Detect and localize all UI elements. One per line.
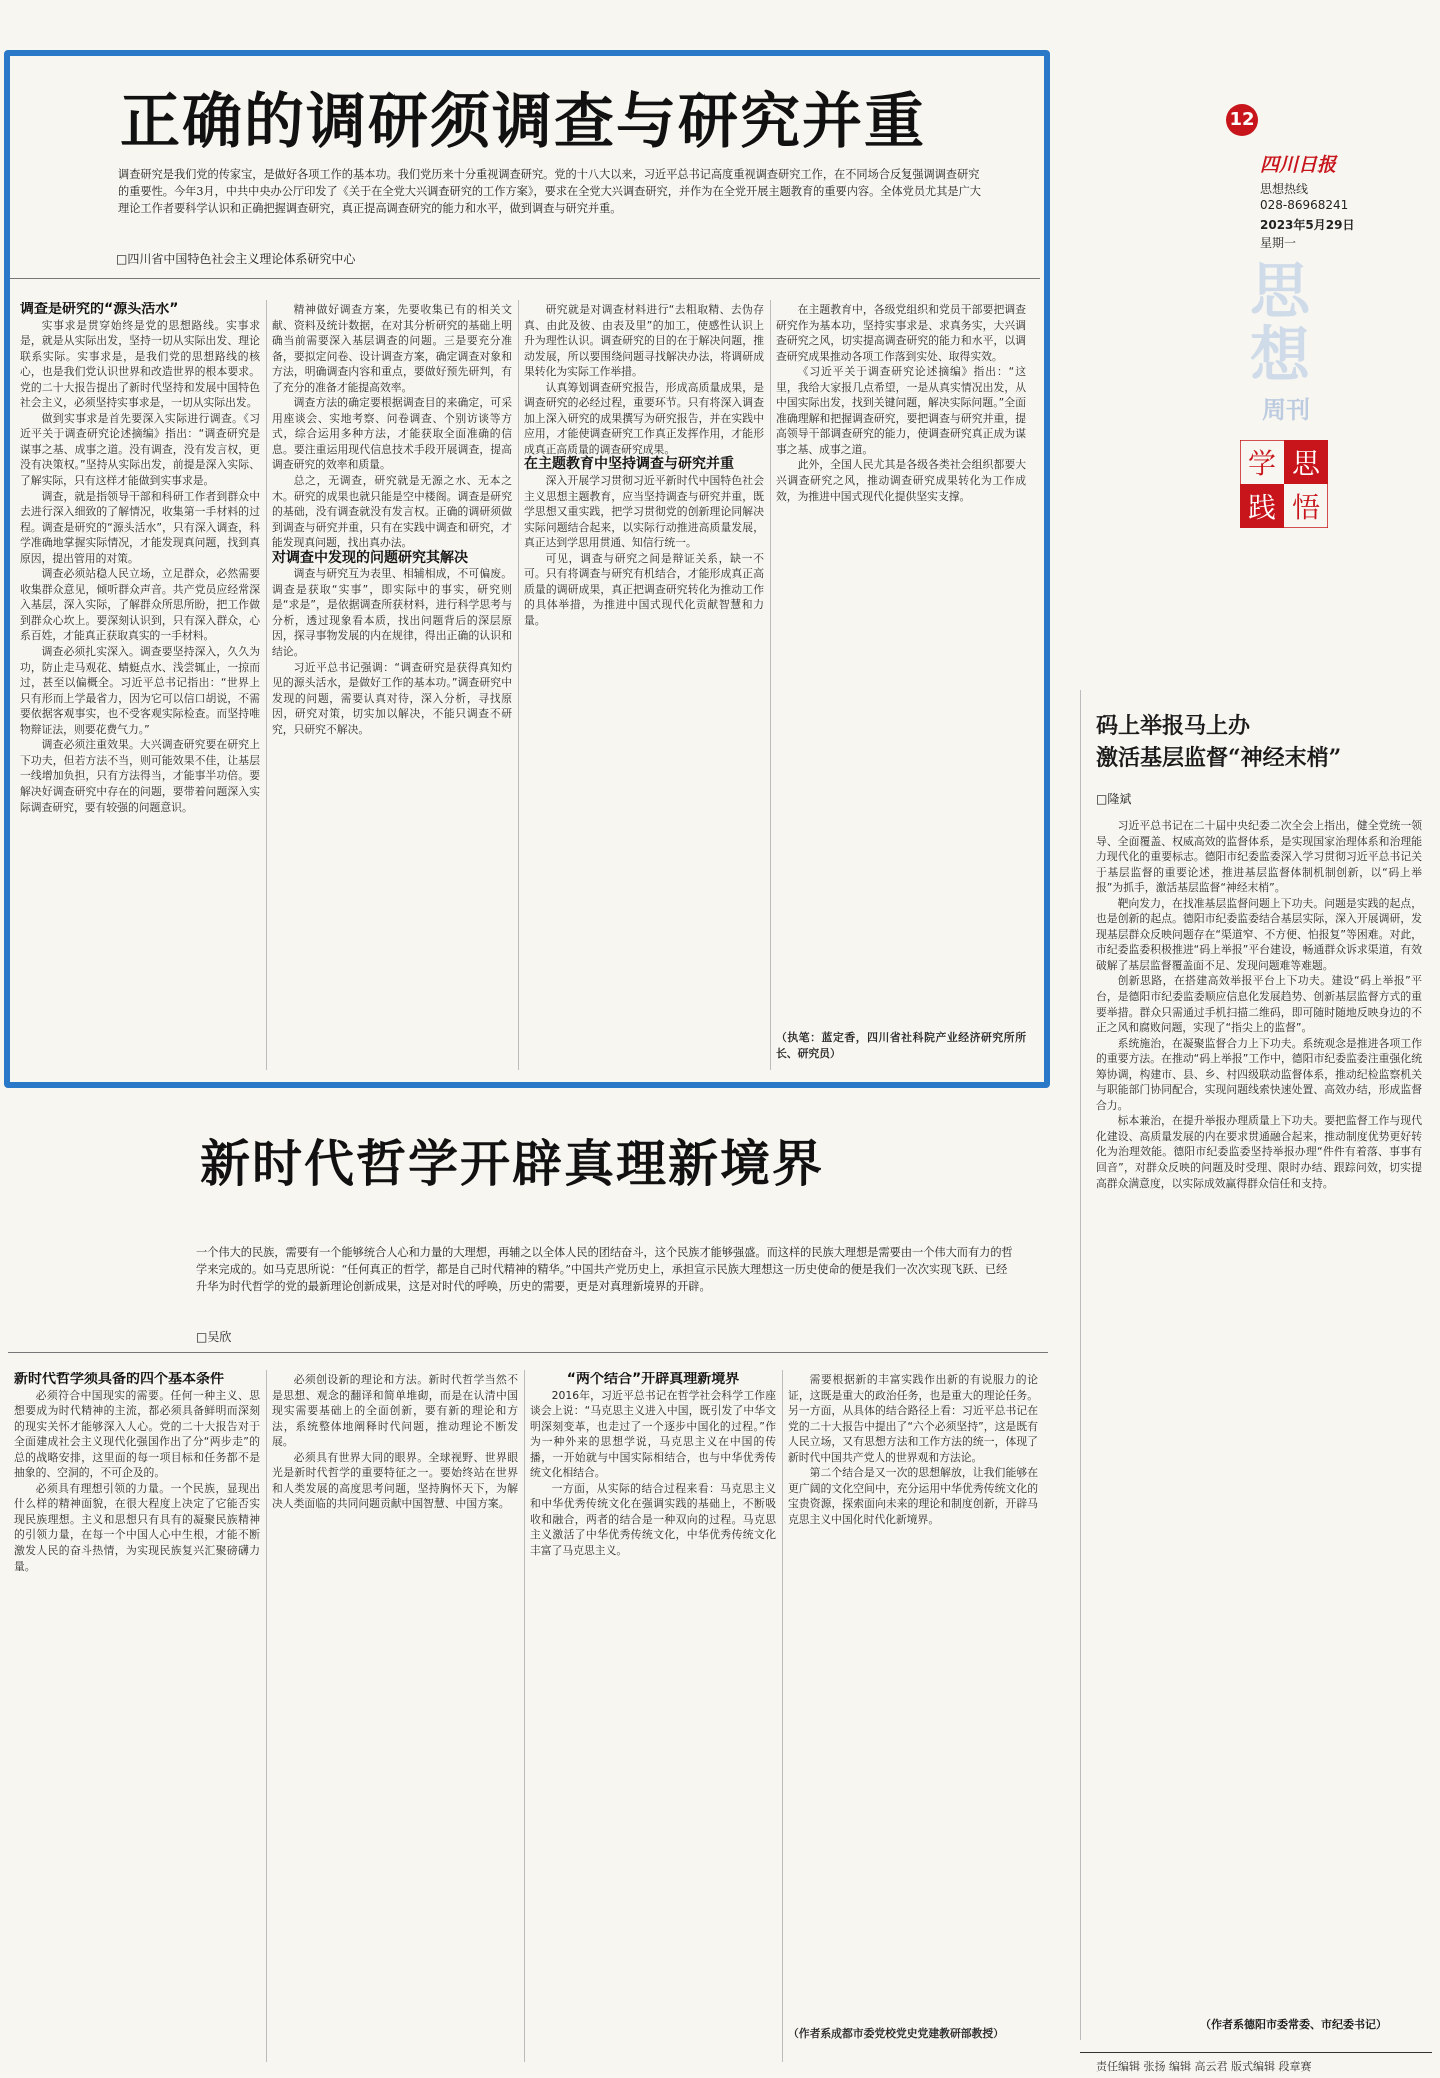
article-headline: [1096, 710, 1341, 774]
paragraph: 做到实事求是首先要深入实际进行调查。《习近平关于调查研究论述摘编》指出：“调查研究是谋事之基、成事之道。没有调查，没有发言权，更没有决策权。”坚持从实际出发，前提是深入实际、了解实际，只有这样才能做到实事求是。: [20, 411, 260, 488]
headline-line: 码上举报马上办: [1096, 713, 1251, 739]
article-column-4: [788, 1372, 1038, 2012]
hotline-phone: 028-86968241: [1260, 198, 1349, 212]
paragraph: 总之，无调查，研究就是无源之水、无本之木。研究的成果也就只能是空中楼阁。调查是研究的基础，没有调查就没有发言权。正确的调研须做到调查与研究并重，只有在实践中调查和研究，才能发现真问题，找出真办法。: [272, 474, 512, 550]
paragraph: 系统施治，在凝聚监督合力上下功夫。系统观念是推进各项工作的重要方法。在推动“码上举报”工作中，德阳市纪委监委注重强化统筹协调，构建市、县、乡、村四级联动监督体系，推动纪检监察机关与职能部门协同配合，实现问题线索快速处置、高效办结，形成监督合力。: [1096, 1036, 1422, 1112]
paragraph: 习近平总书记在二十届中央纪委二次全会上指出，健全党统一领导、全面覆盖、权威高效的监督体系，是实现国家治理体系和治理能力现代化的重要标志。德阳市纪委监委深入学习贯彻习近平总书记关于基层监督的重要论述，推进基层监督体制机制创新，以“码上举报”为抓手，激活基层监督“神经末梢”。: [1096, 819, 1422, 895]
paragraph: 《习近平关于调查研究论述摘编》指出：“这里，我给大家报几点希望，一是从真实情况出发，从中国实际出发，找到关键问题，解决实际问题。”全面准确理解和把握调查研究，要把调查与研究并重，提高领导干部调查研究的能力，使调查研究真正成为谋事之基、成事之道。: [776, 365, 1026, 456]
paragraph: 在主题教育中，各级党组织和党员干部要把调查研究作为基本功，坚持实事求是、求真务实，大兴调查研究之风，切实提高调查研究的能力和水平，以调查研究成果推动各项工作落到实处、取得实效。: [776, 303, 1026, 363]
page-number-badge: 12: [1226, 104, 1258, 136]
issue-weekday: 星期一: [1260, 236, 1297, 250]
paragraph: 调查必须扎实深入。调查要坚持深入，久久为功，防止走马观花、蜻蜓点水、浅尝辄止，一掠而过，甚至以偏概全。习近平总书记指出：“世界上只有形而上学最省力，因为它可以信口胡说，不需要依据客观事实，也不受客观实际检查。而坚持唯物辩证法，则要花费气力。”: [20, 645, 260, 736]
paragraph: 调查方法的确定要根据调查目的来确定，可采用座谈会、实地考察、问卷调查、个别访谈等方式，综合运用多种方法，才能获取全面准确的信息。要注重运用现代信息技术手段开展调查，提高调查研究的效率和质量。: [272, 396, 512, 472]
editor-credits: 责任编辑 张扬 编辑 高云君 版式编辑 段章赛: [1096, 2060, 1312, 2073]
footer-rule: [1080, 2052, 1432, 2053]
paragraph: 靶向发力，在找准基层监督问题上下功夫。问题是实践的起点，也是创新的起点。德阳市纪委监委结合基层实际，深入开展调研，发现基层群众反映问题存在“渠道窄、不方便、怕报复”等困难。对此，市纪委监委积极推进“码上举报”平台建设，畅通群众诉求渠道，有效破解了基层监督覆盖面不足、发现问题难等难题。: [1096, 896, 1422, 972]
article-byline: □四川省中国特色社会主义理论体系研究中心: [116, 252, 356, 266]
author-note: （作者系成都市委党校党史党建教研部教授）: [788, 2027, 1004, 2040]
logo-char-si: 思: [1291, 447, 1321, 480]
article-column-1: [14, 1372, 260, 2062]
article-byline: □隆斌: [1096, 792, 1132, 806]
paragraph: 必须具有理想引领的力量。一个民族，显现出什么样的精神面貌，在很大程度上决定了它能否实现民族理想。主义和思想只有具有的凝聚民族精神的引领力量，在每一个中国人心中生根，才能不断激发人民的奋斗热情，为实现民族复兴汇聚磅礴力量。: [14, 1481, 260, 1573]
paragraph: 标本兼治，在提升举报办理质量上下功夫。要把监督工作与现代化建设、高质量发展的内在要求贯通融合起来，推动制度优势更好转化为治理效能。德阳市纪委监委坚持举报办理“件件有着落、事事有回音”，对群众反映的问题及时受理、限时办结、跟踪问效，切实提高群众满意度，以实际成效赢得群众信任和支持。: [1096, 1114, 1422, 1190]
column-rule: [770, 300, 771, 1070]
author-note: （作者系德阳市委常委、市纪委书记）: [1200, 2018, 1387, 2031]
subheading: 在主题教育中坚持调查与研究并重: [524, 456, 734, 473]
headline-line: 激活基层监督“神经末梢”: [1096, 745, 1342, 771]
column-rule: [266, 1370, 267, 2062]
section-subtitle: 周刊: [1262, 396, 1310, 424]
subheading: 调查是研究的“源头活水”: [20, 302, 179, 317]
subheading: “两个结合”开辟真理新境界: [566, 1372, 740, 1387]
logo-char-wu: 悟: [1291, 491, 1321, 524]
article-column-1: [20, 302, 260, 1072]
column-rule: [782, 1370, 783, 2062]
article-byline: □吴欣: [196, 1330, 232, 1344]
paragraph: 调查必须注重效果。大兴调查研究要在研究上下功夫，但若方法不当，则可能效果不佳，让基层一线增加负担，只有方法得当，才能事半功倍。要解决好调查研究中存在的问题，要带着问题深入实际调查研究，要有较强的问题意识。: [20, 738, 260, 814]
paragraph: 2016年，习近平总书记在哲学社会科学工作座谈会上说：“马克思主义进入中国，既引发了中华文明深刻变革，也走过了一个逐步中国化的过程。”作为一种外来的思想学说，马克思主义在中国的传播，一开始就与中国实际相结合，也与中华优秀传统文化相结合。: [530, 1388, 776, 1480]
paragraph: 第二个结合是又一次的思想解放，让我们能够在更广阔的文化空间中，充分运用中华优秀传统文化的宝贵资源，探索面向未来的理论和制度创新，开辟马克思主义中国化时代化新境界。: [788, 1466, 1038, 1526]
paragraph: 研究就是对调查材料进行“去粗取精、去伪存真、由此及彼、由表及里”的加工，使感性认识上升为理性认识。调查研究的目的在于解决问题，推动发展，所以要围绕问题寻找解决办法，将调研成果转化为实际工作举措。: [524, 303, 764, 379]
paragraph: 认真筹划调查研究报告，形成高质量成果，是调查研究的必经过程，重要环节。只有将深入调查加上深入研究的成果撰写为研究报告，并在实践中应用，才能使调查研究工作真正发挥作用，才能形成真正高质量的调查研究成果。: [524, 380, 764, 456]
article-lead: 一个伟大的民族，需要有一个能够统合人心和力量的大理想，再辅之以全体人民的团结奋斗，这个民族才能够强盛。而这样的民族大理想是需要由一个伟大而有力的哲学来完成的。如马克思所说：“任何真正的哲学，都是自己时代精神的精华。”中国共产党历史上，承担宣示民族大理想这一历史使命的便是我们一次次实现飞跃、已经升华为时代哲学的党的最新理论创新成果，这是对时代的呼唤，历史的需要，更是对真理新境界的开辟。: [196, 1246, 1013, 1293]
paragraph: 调查与研究互为表里、相辅相成，不可偏废。调查是获取“实事”，即实际中的事实，研究则是“求是”，是依据调查所获材料，进行科学思考与分析，透过现象看本质，找出问题背后的深层原因，探寻事物发展的内在规律，得出正确的认识和结论。: [272, 567, 512, 659]
column-rule: [1080, 690, 1081, 2040]
paragraph: 需要根据新的丰富实践作出新的有说服力的论证，这既是重大的政治任务，也是重大的理论任务。另一方面，从具体的结合路径上看：习近平总书记在党的二十大报告中提出了“六个必须坚持”，这是既有人民立场，又有思想方法和工作方法的统一，体现了新时代中国共产党人的世界观和方法论。: [788, 1373, 1038, 1464]
issue-date: 2023年5月29日: [1260, 218, 1355, 232]
logo-char-jian: 践: [1247, 491, 1277, 524]
subheading: 对调查中发现的问题研究其解决: [272, 549, 468, 566]
author-note: （执笔：蓝定香，四川省社科院产业经济研究所所长、研究员）: [776, 1031, 1026, 1060]
article-column-4: [776, 302, 1026, 1012]
paragraph: 调查必须站稳人民立场，立足群众，必然需要收集群众意见，倾听群众声音。共产党员应经常深入基层，深入实际，了解群众所思所盼，把工作做到群众心坎上。要深刻认识到，只有深入群众，心系百姓，才能真正获取真实的一手材料。: [20, 567, 260, 643]
divider: [10, 278, 1040, 279]
divider: [8, 1352, 1048, 1353]
article-column-3: [524, 302, 764, 1072]
paragraph: 必须创设新的理论和方法。新时代哲学当然不是思想、观念的翻译和简单堆砌，而是在认清中国现实需要基础上的全面创新，要有新的理论和方法，系统整体地阐释时代问题，推动理论不断发展。: [272, 1373, 518, 1449]
newspaper-name: 四川日报: [1260, 154, 1337, 176]
paragraph: 精神做好调查方案，先要收集已有的相关文献、资料及统计数据，在对其分析研究的基础上明确当前需要深入基层调查的问题。三是要充分准备，要拟定问卷、设计调查方案，确定调查对象和方法，明确调查内容和重点，要做好预先研判，有了充分的准备才能提高效率。: [272, 303, 512, 394]
column-rule: [266, 300, 267, 1070]
article-lead: 调查研究是我们党的传家宝，是做好各项工作的基本功。我们党历来十分重视调查研究。党的十八大以来，习近平总书记高度重视调查研究工作，在不同场合反复强调调查研究的重要性。今年3月，中共中央办公厅印发了《关于在全党大兴调查研究的工作方案》，要求在全党大兴调查研究，并作为在全党开展主题教育的重要内容。全体党员尤其是广大理论工作者要科学认识和正确把握调查研究，真正提高调查研究的能力和水平，做到调查与研究并重。: [118, 168, 981, 215]
paragraph: 习近平总书记强调：“调查研究是获得真知灼见的源头活水，是做好工作的基本功。”调查研究中发现的问题，需要认真对待，深入分析，寻找原因，研究对策，切实加以解决，不能只调查不研究，只研究不解决。: [272, 660, 512, 736]
paragraph: 调查，就是指领导干部和科研工作者到群众中去进行深入细致的了解情况，收集第一手材料的过程。调查是研究的“源头活水”，只有深入调查，科学准确地掌握实际情况，才能发现真问题，找到真原因，提出管用的对策。: [20, 489, 260, 565]
paragraph: 此外，全国人民尤其是各级各类社会组织都要大兴调查研究之风，推动调查研究成果转化为工作成效，为推进中国式现代化提供坚实支撑。: [776, 458, 1026, 503]
paragraph: 实事求是贯穿始终是党的思想路线。实事求是，就是从实际出发，坚持一切从实际出发、理论联系实际。实事求是，是我们党的思想路线的核心，也是我们党认识世界和改造世界的根本要求。党的二十大报告提出了新时代坚持和发展中国特色社会主义，必须坚持实事求是，一切从实际出发。: [20, 318, 260, 410]
logo-char-xue: 学: [1247, 447, 1277, 480]
article-headline: 正确的调研须调查与研究并重: [120, 87, 926, 157]
xuesi-jianwu-logo: [1240, 440, 1328, 528]
column-name: 思想热线: [1260, 182, 1309, 196]
subheading: 新时代哲学须具备的四个基本条件: [14, 1372, 224, 1387]
column-rule: [524, 1370, 525, 2062]
article-headline: 新时代哲学开辟真理新境界: [200, 1134, 824, 1193]
paragraph: 必须符合中国现实的需要。任何一种主义、思想要成为时代精神的主流，都必须具备鲜明而深刻的现实关怀才能够深入人心。党的二十大报告对于全面建成社会主义现代化强国作出了分“两步走”的总的战略安排，这里面的每一项目标和任务都不是抽象的、空洞的，不可企及的。: [14, 1388, 260, 1480]
article-column: [1096, 818, 1422, 1958]
column-rule: [518, 300, 519, 1070]
paragraph: 必须具有世界大同的眼界。全球视野、世界眼光是新时代哲学的重要特征之一。要始终站在世界和人类发展的高度思考问题，坚持胸怀天下，为解决人类面临的共同问题贡献中国智慧、中国方案。: [272, 1450, 518, 1511]
paragraph: 创新思路，在搭建高效举报平台上下功夫。建设“码上举报”平台，是德阳市纪委监委顺应信息化发展趋势、创新基层监督方式的重要举措。群众只需通过手机扫描二维码，即可随时随地反映身边的不正之风和腐败问题，实现了“指尖上的监督”。: [1096, 974, 1422, 1035]
paragraph: 可见，调查与研究之间是辩证关系，缺一不可。只有将调查与研究有机结合，才能形成真正高质量的调研成果，真正把调查研究转化为推动工作的具体举措，为推进中国式现代化贡献智慧和力量。: [524, 551, 764, 627]
paragraph: 深入开展学习贯彻习近平新时代中国特色社会主义思想主题教育，应当坚持调查与研究并重，既学思想又重实践，把学习贯彻党的创新理论同解决实际问题结合起来，以实际行动推进高质量发展，真正达到学思用贯通、知信行统一。: [524, 474, 764, 550]
paragraph: 一方面，从实际的结合过程来看：马克思主义和中华优秀传统文化在强调实践的基础上，不断吸收和融合，两者的结合是一种双向的过程。马克思主义激活了中华优秀传统文化，中华优秀传统文化丰富了马克思主义。: [530, 1481, 776, 1558]
article-column-2: [272, 1372, 518, 2062]
article-column-2: [272, 302, 512, 1072]
article-column-3: [530, 1372, 776, 2062]
section-title: 思想: [1250, 257, 1310, 391]
